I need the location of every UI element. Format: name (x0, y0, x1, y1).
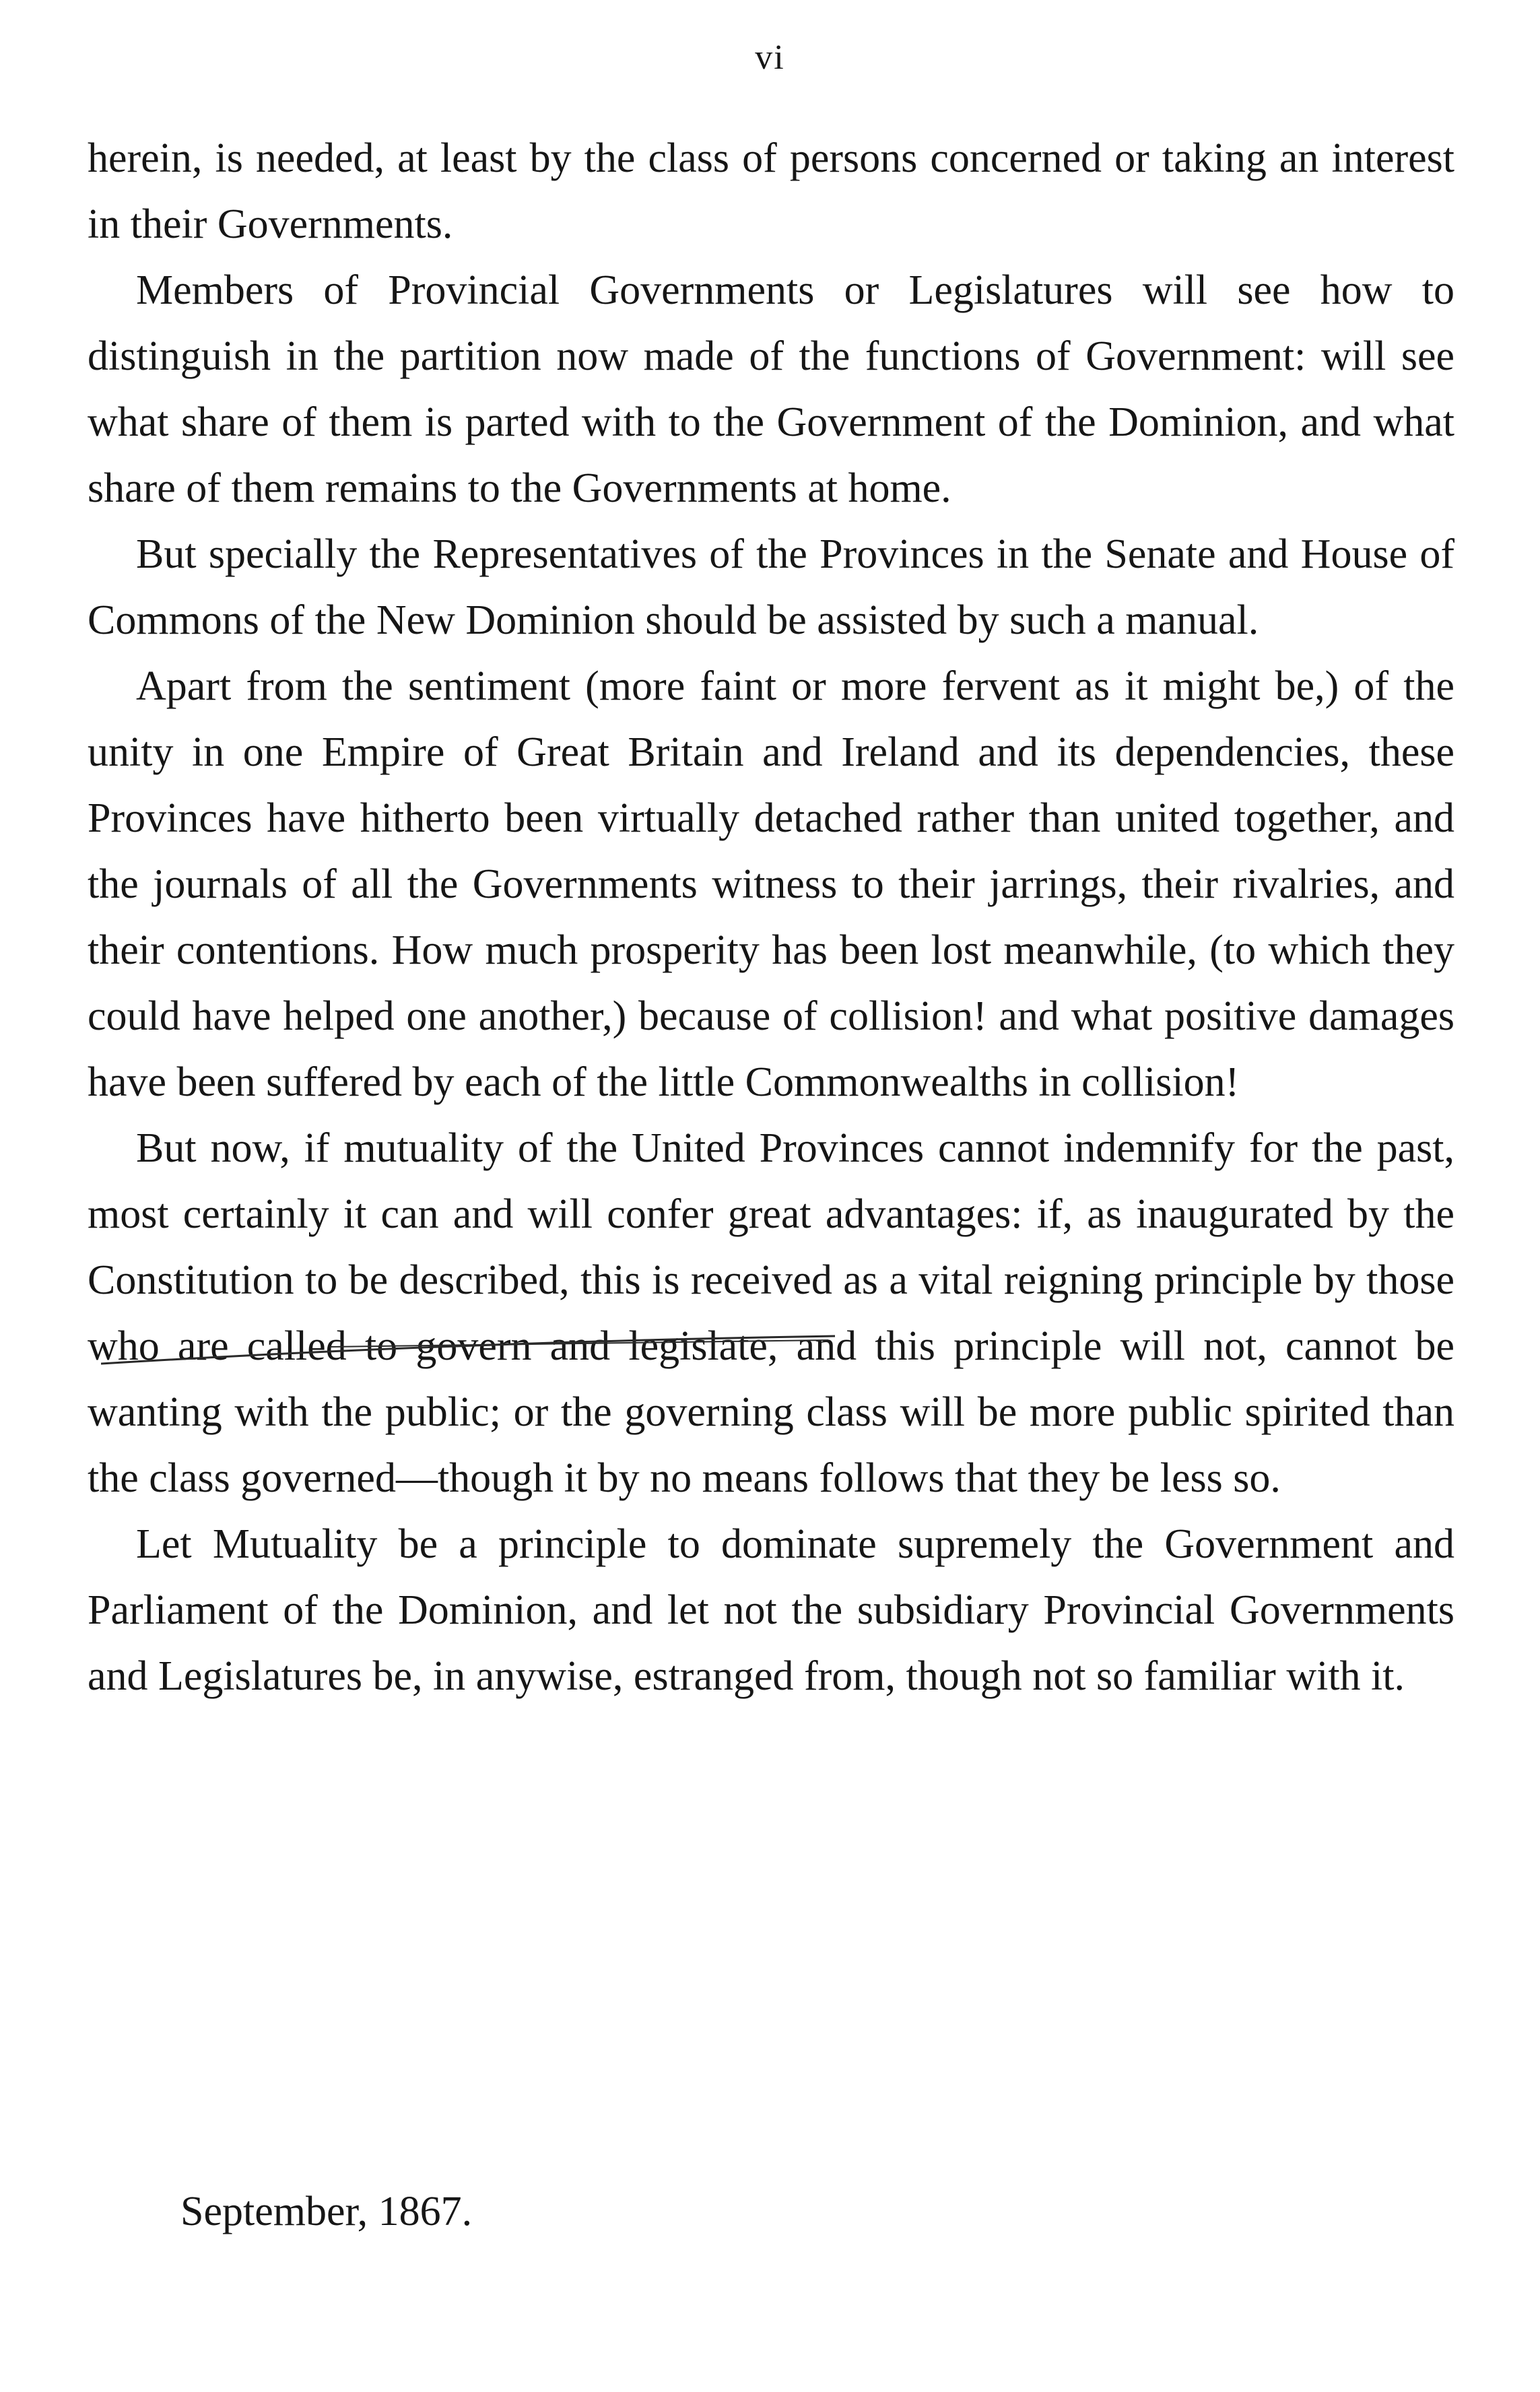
dateline: September, 1867. (180, 2189, 473, 2234)
paragraph-provincial-members: Members of Provincial Governments or Legislatures will see how to distinguish in the partition now made of the functions of Government: will see what share of them is parted with to the Government of the Dominion, and what share of them remains to the Governments at home. (88, 267, 1454, 511)
page-number: vi (755, 38, 785, 77)
body-text (88, 125, 1454, 1709)
paragraph-continued: herein, is needed, at least by the class of persons concerned or taking an interest in their Governments. (88, 135, 1454, 247)
paragraph-dominion: Let Mutuality be a principle to dominate supremely the Government and Parliament of the Dominion, and let not the subsidiary Provincial Governments and Legislatures be, in anywise, estranged from, though not so familiar with it. (88, 1521, 1454, 1699)
paragraph-mutuality: But now, if mutuality of the United Provinces cannot indemnify for the past, most certainly it can and will confer great advantages: if, as inaugurated by the Constitution to be described, this is received as a vital reigning principle by those who are called to govern and legislate, and this principle will not, cannot be wanting with the public; or the governing class will be more public spirited than the class governed—though it by no means follows that they be less so. (88, 1125, 1454, 1501)
paragraph-unity: Apart from the sentiment (more faint or more fervent as it might be,) of the unity in one Empire of Great Britain and Ireland and its dependencies, these Provinces have hitherto been virtually detached rather than united together, and the journals of all the Governments witness to their jarrings, their rivalries, and their contentions. How much prosperity has been lost meanwhile, (to which they could have helped one another,) because of collision! and what positive damages have been suffered by each of the little Commonwealths in collision! (88, 663, 1454, 1105)
paragraph-representatives: But specially the Representatives of the Provinces in the Senate and House of Commons of the New Dominion should be assisted by such a manual. (88, 531, 1454, 643)
